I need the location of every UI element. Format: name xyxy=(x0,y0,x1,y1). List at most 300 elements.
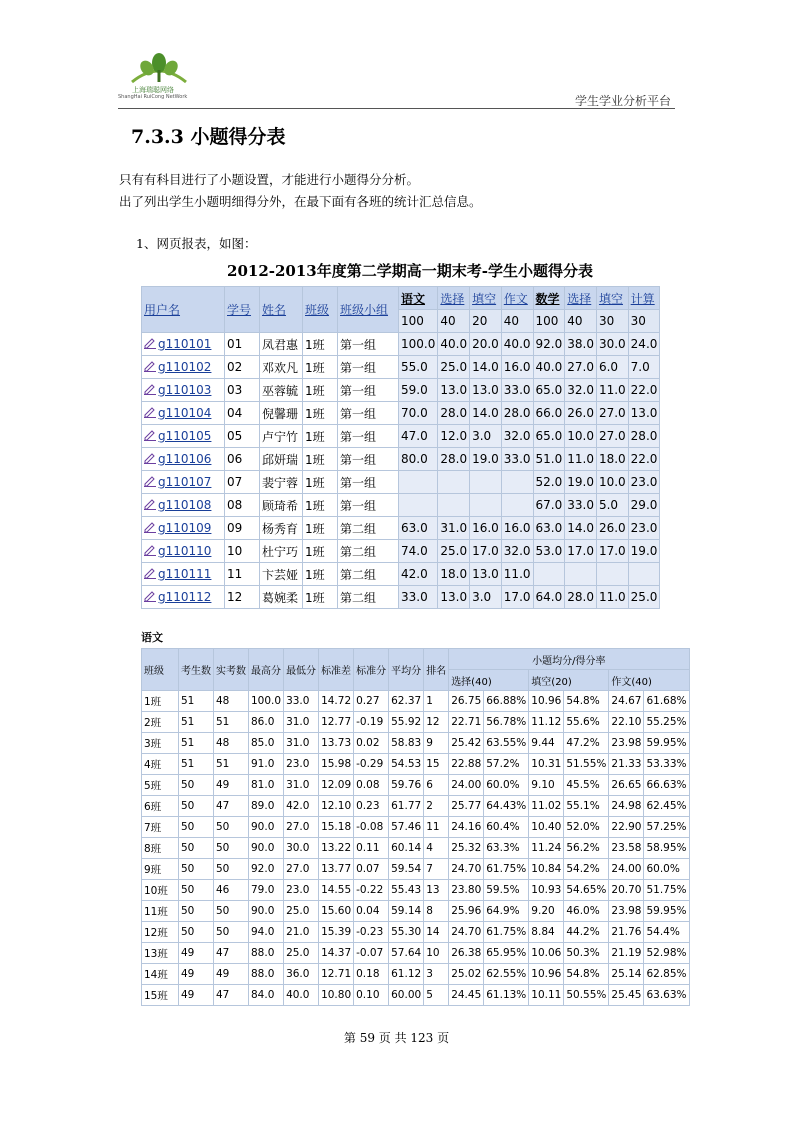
summary-cell: 54.4% xyxy=(644,922,689,943)
summary-cell: 46 xyxy=(214,880,249,901)
score-cell: 1班 xyxy=(303,402,338,425)
username-link[interactable]: g110105 xyxy=(158,429,212,443)
table-row xyxy=(142,563,660,586)
summary-cell: 13.22 xyxy=(319,838,354,859)
summary-cell: 44.2% xyxy=(564,922,609,943)
summary-cell: 33.0 xyxy=(284,691,319,712)
score-cell: 6.0 xyxy=(596,356,628,379)
summary-cell: 51 xyxy=(214,754,249,775)
score-cell: 04 xyxy=(225,402,260,425)
summary-cell: 13.77 xyxy=(319,859,354,880)
summary-cell: 24.45 xyxy=(449,985,484,1006)
summary-cell: 47 xyxy=(214,943,249,964)
summary-cell: 10班 xyxy=(142,880,179,901)
score-cell: 第一组 xyxy=(338,448,399,471)
summary-cell: 21.76 xyxy=(609,922,644,943)
score-cell: 59.0 xyxy=(399,379,438,402)
summary-cell: 10.11 xyxy=(529,985,564,1006)
summary-cell: 6班 xyxy=(142,796,179,817)
summary-cell: 94.0 xyxy=(249,922,284,943)
summary-cell: 100.0 xyxy=(249,691,284,712)
col-enrolled: 考生数 xyxy=(179,649,214,691)
summary-cell: 56.78% xyxy=(484,712,529,733)
score-cell: 13.0 xyxy=(438,586,470,609)
summary-cell: 48 xyxy=(214,733,249,754)
summary-cell: 22.88 xyxy=(449,754,484,775)
summary-cell: 51 xyxy=(179,754,214,775)
score-cell: 14.0 xyxy=(470,356,502,379)
summary-cell: 50 xyxy=(179,838,214,859)
score-cell: 巫蓉毓 xyxy=(260,379,303,402)
summary-cell: 50 xyxy=(179,775,214,796)
score-cell: 倪馨珊 xyxy=(260,402,303,425)
summary-cell: 14班 xyxy=(142,964,179,985)
score-cell: 26.0 xyxy=(596,517,628,540)
score-cell: 17.0 xyxy=(470,540,502,563)
score-cell: 28.0 xyxy=(438,402,470,425)
summary-cell: -0.22 xyxy=(354,880,389,901)
summary-cell: 12班 xyxy=(142,922,179,943)
score-cell: 19.0 xyxy=(628,540,660,563)
header-divider xyxy=(118,108,675,109)
score-cell: 22.0 xyxy=(628,448,660,471)
score-cell: 32.0 xyxy=(565,379,597,402)
username-cell xyxy=(142,333,225,356)
summary-cell: 0.18 xyxy=(354,964,389,985)
summary-cell: 60.14 xyxy=(389,838,424,859)
col-chinese-essay[interactable]: 作文 xyxy=(501,287,533,310)
score-cell: 25.0 xyxy=(628,586,660,609)
score-cell: 1班 xyxy=(303,540,338,563)
score-cell: 92.0 xyxy=(533,333,565,356)
score-cell: 16.0 xyxy=(501,517,533,540)
score-cell: 32.0 xyxy=(501,425,533,448)
col-class[interactable]: 班级 xyxy=(303,287,338,333)
summary-cell: 22.90 xyxy=(609,817,644,838)
score-cell: 第一组 xyxy=(338,333,399,356)
edit-icon[interactable] xyxy=(144,338,156,349)
summary-cell: -0.29 xyxy=(354,754,389,775)
summary-cell: 31.0 xyxy=(284,733,319,754)
score-cell: 26.0 xyxy=(565,402,597,425)
summary-cell: 52.98% xyxy=(644,943,689,964)
score-cell: 40.0 xyxy=(533,356,565,379)
score-cell: 19.0 xyxy=(565,471,597,494)
col-choice: 选择(40) xyxy=(449,670,529,691)
summary-cell: 50 xyxy=(214,838,249,859)
summary-cell: 91.0 xyxy=(249,754,284,775)
summary-cell: 50 xyxy=(179,859,214,880)
summary-cell: -0.23 xyxy=(354,922,389,943)
summary-cell: 50 xyxy=(214,922,249,943)
summary-cell: 54.53 xyxy=(389,754,424,775)
summary-cell: 4 xyxy=(424,838,449,859)
col-math-fill[interactable]: 填空 xyxy=(596,287,628,310)
col-class: 班级 xyxy=(142,649,179,691)
score-cell: 38.0 xyxy=(565,333,597,356)
score-cell: 7.0 xyxy=(628,356,660,379)
summary-cell: 7 xyxy=(424,859,449,880)
score-cell: 11.0 xyxy=(501,563,533,586)
summary-cell: 10.80 xyxy=(319,985,354,1006)
score-cell: 1班 xyxy=(303,563,338,586)
score-cell: 11.0 xyxy=(565,448,597,471)
summary-cell: 66.63% xyxy=(644,775,689,796)
score-cell: 12 xyxy=(225,586,260,609)
summary-cell: 24.67 xyxy=(609,691,644,712)
summary-cell: -0.08 xyxy=(354,817,389,838)
score-cell xyxy=(438,494,470,517)
username-link[interactable]: g110101 xyxy=(158,337,212,351)
summary-cell: 88.0 xyxy=(249,964,284,985)
summary-cell: 25.14 xyxy=(609,964,644,985)
score-cell: 53.0 xyxy=(533,540,565,563)
username-link[interactable]: g110112 xyxy=(158,590,212,604)
summary-cell: 10.40 xyxy=(529,817,564,838)
col-group-subscores: 小题均分/得分率 xyxy=(449,649,689,670)
score-cell: 29.0 xyxy=(628,494,660,517)
summary-cell: 10.06 xyxy=(529,943,564,964)
summary-cell: 61.13% xyxy=(484,985,529,1006)
summary-cell: 52.0% xyxy=(564,817,609,838)
username-link[interactable]: g110109 xyxy=(158,521,212,535)
summary-cell: 15.98 xyxy=(319,754,354,775)
summary-cell: 11.24 xyxy=(529,838,564,859)
col-essay: 作文(40) xyxy=(609,670,689,691)
summary-cell: 21.0 xyxy=(284,922,319,943)
summary-cell: 50 xyxy=(179,880,214,901)
summary-cell: 31.0 xyxy=(284,712,319,733)
username-link[interactable]: g110110 xyxy=(158,544,212,558)
username-cell xyxy=(142,448,225,471)
score-cell: 1班 xyxy=(303,356,338,379)
score-cell xyxy=(565,563,597,586)
summary-cell: 50 xyxy=(179,922,214,943)
summary-cell: 9.10 xyxy=(529,775,564,796)
score-cell: 杜宁巧 xyxy=(260,540,303,563)
username-link[interactable]: g110111 xyxy=(158,567,212,581)
username-cell xyxy=(142,494,225,517)
summary-cell: 54.65% xyxy=(564,880,609,901)
score-cell: 47.0 xyxy=(399,425,438,448)
score-cell: 08 xyxy=(225,494,260,517)
score-cell: 51.0 xyxy=(533,448,565,471)
score-cell: 卢宁竹 xyxy=(260,425,303,448)
summary-cell: 62.37 xyxy=(389,691,424,712)
table-row xyxy=(142,922,690,943)
summary-cell: 21.19 xyxy=(609,943,644,964)
table-row xyxy=(142,880,690,901)
score-cell: 33.0 xyxy=(501,448,533,471)
summary-cell: 26.38 xyxy=(449,943,484,964)
username-link[interactable]: g110108 xyxy=(158,498,212,512)
max-score-cell: 100 xyxy=(399,310,438,333)
score-cell: 1班 xyxy=(303,471,338,494)
summary-cell: 59.14 xyxy=(389,901,424,922)
summary-cell: 25.02 xyxy=(449,964,484,985)
summary-cell: 55.6% xyxy=(564,712,609,733)
score-cell xyxy=(501,494,533,517)
username-link[interactable]: g110102 xyxy=(158,360,212,374)
summary-cell: 49 xyxy=(179,964,214,985)
summary-cell: 61.68% xyxy=(644,691,689,712)
score-cell: 31.0 xyxy=(438,517,470,540)
summary-cell: 59.5% xyxy=(484,880,529,901)
col-attended: 实考数 xyxy=(214,649,249,691)
score-cell: 杨秀育 xyxy=(260,517,303,540)
score-cell xyxy=(533,563,565,586)
max-score-cell: 40 xyxy=(565,310,597,333)
max-score-cell: 30 xyxy=(596,310,628,333)
score-cell: 1班 xyxy=(303,333,338,356)
col-stdev: 标准差 xyxy=(319,649,354,691)
summary-cell: 60.4% xyxy=(484,817,529,838)
col-chinese[interactable]: 语文 xyxy=(399,287,438,310)
edit-icon[interactable] xyxy=(144,568,156,579)
score-cell: 80.0 xyxy=(399,448,438,471)
summary-cell: 14.55 xyxy=(319,880,354,901)
col-chinese-choice[interactable]: 选择 xyxy=(438,287,470,310)
company-logo xyxy=(118,52,208,104)
summary-cell: 56.2% xyxy=(564,838,609,859)
summary-cell: 48 xyxy=(214,691,249,712)
score-cell: 16.0 xyxy=(470,517,502,540)
edit-icon[interactable] xyxy=(144,453,156,464)
summary-cell: 10 xyxy=(424,943,449,964)
col-max: 最高分 xyxy=(249,649,284,691)
summary-cell: 14.72 xyxy=(319,691,354,712)
score-cell: 第一组 xyxy=(338,471,399,494)
summary-cell: 24.00 xyxy=(609,859,644,880)
table-row xyxy=(142,471,660,494)
table-row xyxy=(142,425,660,448)
edit-icon[interactable] xyxy=(144,476,156,487)
score-cell: 33.0 xyxy=(501,379,533,402)
summary-cell: 51 xyxy=(179,691,214,712)
edit-icon[interactable] xyxy=(144,384,156,395)
score-cell: 13.0 xyxy=(470,379,502,402)
score-cell: 32.0 xyxy=(501,540,533,563)
summary-screenshot xyxy=(141,648,690,1006)
col-chinese-fill[interactable]: 填空 xyxy=(470,287,502,310)
table-row xyxy=(142,733,690,754)
max-score-cell: 30 xyxy=(628,310,660,333)
score-cell: 27.0 xyxy=(596,402,628,425)
score-cell: 裴宁蓉 xyxy=(260,471,303,494)
summary-cell: 25.42 xyxy=(449,733,484,754)
score-cell xyxy=(470,494,502,517)
summary-cell: 61.75% xyxy=(484,859,529,880)
edit-icon[interactable] xyxy=(144,361,156,372)
summary-cell: 54.8% xyxy=(564,691,609,712)
summary-cell: 8 xyxy=(424,901,449,922)
summary-cell: 22.10 xyxy=(609,712,644,733)
col-group[interactable]: 班级小组 xyxy=(338,287,399,333)
score-cell: 12.0 xyxy=(438,425,470,448)
score-cell: 11 xyxy=(225,563,260,586)
summary-cell: 24.70 xyxy=(449,922,484,943)
summary-cell: 88.0 xyxy=(249,943,284,964)
score-cell: 第一组 xyxy=(338,425,399,448)
score-cell: 65.0 xyxy=(533,379,565,402)
username-link[interactable]: g110107 xyxy=(158,475,212,489)
summary-cell: 15 xyxy=(424,754,449,775)
summary-cell: 26.65 xyxy=(609,775,644,796)
summary-cell: 61.77 xyxy=(389,796,424,817)
username-cell xyxy=(142,425,225,448)
summary-cell: 25.45 xyxy=(609,985,644,1006)
summary-cell: 1班 xyxy=(142,691,179,712)
score-cell: 第二组 xyxy=(338,586,399,609)
edit-icon[interactable] xyxy=(144,522,156,533)
summary-cell: 5班 xyxy=(142,775,179,796)
col-math-calc[interactable]: 计算 xyxy=(628,287,660,310)
score-cell: 3.0 xyxy=(470,586,502,609)
summary-cell: 25.96 xyxy=(449,901,484,922)
score-cell: 02 xyxy=(225,356,260,379)
paragraph-3: 1、网页报表，如图： xyxy=(136,236,257,251)
score-cell: 33.0 xyxy=(399,586,438,609)
summary-cell: 23.0 xyxy=(284,754,319,775)
table-row xyxy=(142,691,690,712)
summary-cell: 58.83 xyxy=(389,733,424,754)
summary-cell: 46.0% xyxy=(564,901,609,922)
score-cell: 20.0 xyxy=(470,333,502,356)
summary-cell: 55.92 xyxy=(389,712,424,733)
logo-leaf-icon xyxy=(128,52,190,86)
summary-cell: 11.02 xyxy=(529,796,564,817)
summary-cell: 54.8% xyxy=(564,964,609,985)
score-cell: 22.0 xyxy=(628,379,660,402)
username-cell xyxy=(142,517,225,540)
summary-cell: 50.3% xyxy=(564,943,609,964)
col-username[interactable]: 用户名 xyxy=(142,287,225,333)
edit-icon[interactable] xyxy=(144,545,156,556)
table-row xyxy=(142,402,660,425)
summary-cell: 0.04 xyxy=(354,901,389,922)
summary-cell: 61.75% xyxy=(484,922,529,943)
username-cell xyxy=(142,471,225,494)
summary-cell: 49 xyxy=(179,943,214,964)
score-cell: 13.0 xyxy=(628,402,660,425)
max-score-cell: 40 xyxy=(438,310,470,333)
summary-cell: 79.0 xyxy=(249,880,284,901)
summary-cell: 26.75 xyxy=(449,691,484,712)
summary-cell: 49 xyxy=(214,775,249,796)
score-cell: 03 xyxy=(225,379,260,402)
summary-cell: 92.0 xyxy=(249,859,284,880)
score-cell: 第一组 xyxy=(338,379,399,402)
score-cell: 10 xyxy=(225,540,260,563)
username-link[interactable]: g110103 xyxy=(158,383,212,397)
summary-cell: 64.9% xyxy=(484,901,529,922)
table-row xyxy=(142,901,690,922)
table-row xyxy=(142,356,660,379)
summary-cell: 55.25% xyxy=(644,712,689,733)
score-cell: 邱妍瑞 xyxy=(260,448,303,471)
report-title: 2012-2013年度第二学期高一期末考-学生小题得分表 xyxy=(227,262,593,280)
summary-cell: 9 xyxy=(424,733,449,754)
table-row xyxy=(142,754,690,775)
edit-icon[interactable] xyxy=(144,430,156,441)
col-math-choice[interactable]: 选择 xyxy=(565,287,597,310)
summary-cell: 22.71 xyxy=(449,712,484,733)
summary-cell: 9班 xyxy=(142,859,179,880)
summary-cell: 47.2% xyxy=(564,733,609,754)
score-cell: 17.0 xyxy=(596,540,628,563)
score-cell: 63.0 xyxy=(399,517,438,540)
summary-cell: 84.0 xyxy=(249,985,284,1006)
table-row xyxy=(142,333,660,356)
score-cell xyxy=(596,563,628,586)
summary-cell: 64.43% xyxy=(484,796,529,817)
score-cell: 5.0 xyxy=(596,494,628,517)
edit-icon[interactable] xyxy=(144,499,156,510)
col-zscore: 标准分 xyxy=(354,649,389,691)
table-row xyxy=(142,540,660,563)
summary-cell: 86.0 xyxy=(249,712,284,733)
col-name[interactable]: 姓名 xyxy=(260,287,303,333)
summary-cell: 0.11 xyxy=(354,838,389,859)
summary-cell: 0.08 xyxy=(354,775,389,796)
score-cell: 葛婉柔 xyxy=(260,586,303,609)
summary-cell: 47 xyxy=(214,796,249,817)
summary-cell: 53.33% xyxy=(644,754,689,775)
summary-cell: 49 xyxy=(214,964,249,985)
edit-icon[interactable] xyxy=(144,407,156,418)
score-cell: 23.0 xyxy=(628,471,660,494)
score-cell xyxy=(628,563,660,586)
score-cell: 17.0 xyxy=(501,586,533,609)
score-cell: 11.0 xyxy=(596,586,628,609)
summary-cell: 13 xyxy=(424,880,449,901)
score-cell: 25.0 xyxy=(438,540,470,563)
summary-cell: 30.0 xyxy=(284,838,319,859)
summary-cell: 25.77 xyxy=(449,796,484,817)
col-student-no[interactable]: 学号 xyxy=(225,287,260,333)
max-score-cell: 20 xyxy=(470,310,502,333)
score-cell: 27.0 xyxy=(565,356,597,379)
summary-cell: 24.00 xyxy=(449,775,484,796)
summary-cell: 90.0 xyxy=(249,817,284,838)
section-title: 7.3.3 小题得分表 xyxy=(131,126,286,148)
score-cell: 74.0 xyxy=(399,540,438,563)
summary-cell: -0.19 xyxy=(354,712,389,733)
summary-cell: 23.98 xyxy=(609,901,644,922)
max-score-cell: 40 xyxy=(501,310,533,333)
score-cell: 16.0 xyxy=(501,356,533,379)
summary-cell: 55.30 xyxy=(389,922,424,943)
col-math[interactable]: 数学 xyxy=(533,287,565,310)
username-link[interactable]: g110104 xyxy=(158,406,212,420)
col-avg: 平均分 xyxy=(389,649,424,691)
score-cell: 第二组 xyxy=(338,517,399,540)
table-row xyxy=(142,985,690,1006)
summary-cell: 90.0 xyxy=(249,901,284,922)
summary-cell: 21.33 xyxy=(609,754,644,775)
summary-subject: 语文 xyxy=(141,631,163,644)
platform-name: 学生学业分析平台 xyxy=(574,94,671,108)
summary-cell: 20.70 xyxy=(609,880,644,901)
summary-cell: 50 xyxy=(214,859,249,880)
score-cell: 09 xyxy=(225,517,260,540)
edit-icon[interactable] xyxy=(144,591,156,602)
summary-cell: 59.54 xyxy=(389,859,424,880)
summary-cell: 89.0 xyxy=(249,796,284,817)
class-summary-table xyxy=(141,648,690,1006)
username-link[interactable]: g110106 xyxy=(158,452,212,466)
score-cell: 63.0 xyxy=(533,517,565,540)
